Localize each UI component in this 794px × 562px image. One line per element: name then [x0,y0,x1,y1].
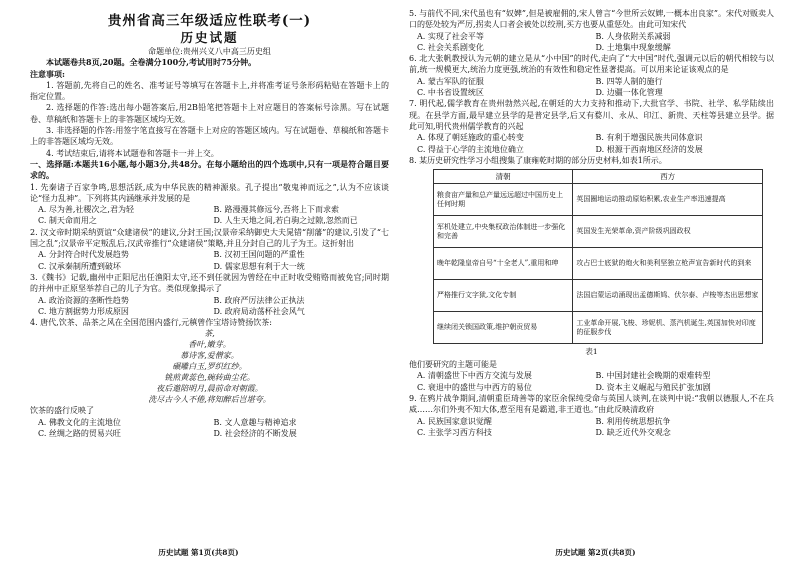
question-options [30,204,389,227]
option: A. 佛教文化的主流地位 [38,417,121,427]
option: B. 利用传统思想抗争 [595,416,671,426]
question-options [30,295,389,318]
option: B. 文人意趣与精神追求 [213,417,297,427]
table-header: 清朝 [434,170,573,184]
option: A. 分封符合时代发展趋势 [38,250,129,260]
option: C. 地方割据势力形成原因 [38,306,129,316]
question-options [409,370,774,393]
option: C. 社会关系剧变化 [417,42,484,52]
table-cell: 英国发生光荣革命,资产阶级巩固政权 [573,216,763,248]
exam-setter: 命题单位:贵州兴义八中高三历史组 [148,47,271,56]
table-cell: 继续闭关锁国政策,维护朝贡贸易 [434,312,573,344]
table-header-row [434,170,763,184]
question-stem: 7. 明代起,儒学教育在贵州勃然兴起,在朝廷的大力支持和推动下,大批官学、书院、社学、私学陆续出现。在县学方面,最早建立县学的是普定县学,后又有婺川、永从、印江、新贵、天柱等县建立县学。据此可知,明代贵州儒学教育的兴起 [409,99,774,131]
table-cell: 工业革命开展,飞梭、珍妮机、蒸汽机诞生,英国加快对印度的征服步伐 [573,312,763,344]
option: A. 蒙古军队的征服 [417,76,484,86]
option: D. 资本主义崛起与殖民扩张加剧 [595,382,711,392]
option: D. 土地集中现象缓解 [595,42,671,52]
poem-line: 洗尽古今人不倦,将知醉后岂堪夸。 [148,395,271,405]
note-item: 4. 考试结束后,请将本试题卷和答题卡一并上交。 [46,148,219,158]
question-followup: 饮茶的盛行反映了 [30,406,94,416]
option: A. 尽为善,社稷次之,君为轻 [38,205,134,215]
option: C. 丝绸之路的贸易兴旺 [38,429,121,439]
table-row [434,280,763,312]
question-options [409,76,774,99]
question-stem: 2. 汉文帝时期采纳贾谊“众建诸侯”的建议,分封王国;汉景帝采纳御史大夫晁错“削藩”的建议,引发了“七国之乱”;汉景帝平定叛乱后,汉武帝推行“众建诸侯”策略,并且分封自己的儿子为王。这折射出 [30,227,389,249]
question-options [30,417,389,440]
poem-line: 夜后邀陪明月,晨前命对朝霞。 [156,384,263,394]
table-row [434,248,763,280]
option: D. 政府局动荡杯社会风气 [213,306,305,316]
table-cell: 英国圈地运动推动原始积累,农业生产率迅速提高 [573,184,763,216]
section-heading: 一、选择题:本题共16小题,每小题3分,共48分。在每小题给出的四个选项中,只有一项是符合题目要求的。 [30,158,389,181]
exam-info: 本试题卷共8页,20题。全卷满分100分,考试用时75分钟。 [46,57,257,68]
question-options [30,249,389,272]
right-page [397,0,794,562]
option: B. 汉初王国问题的严重性 [213,250,305,260]
exam-title: 贵州省高三年级适应性联考(一) [107,13,312,29]
option: B. 有利于增强民族共同体意识 [595,133,703,143]
table-cell: 严格推行文字狱,文化专制 [434,280,573,312]
option: A. 实现了社会平等 [417,31,484,41]
history-table [433,169,763,344]
option: D. 边疆一体化管理 [595,88,663,98]
option: C. 汉承秦制所遭到破坏 [38,261,121,271]
option: B. 人身依附关系减弱 [595,31,671,41]
table-cell: 晚年乾隆皇帝自号“十全老人”,重用和珅 [434,248,573,280]
poem-line: 铫煎黄蕊色,碗转曲尘花。 [164,373,255,383]
page-footer: 历史试题 第2页(共8页) [555,548,636,557]
table-header: 西方 [573,170,763,184]
page-footer: 历史试题 第1页(共8页) [158,548,239,557]
option: B. 中国封建社会晚期的艰难转型 [595,371,711,381]
table-cell: 军机处建立,中央集权政治体制进一步强化和完善 [434,216,573,248]
table-row [434,184,763,216]
poem-line: 香叶,嫩芽。 [188,340,231,350]
question-stem: 3.《魏书》记载,幽州中正阳尼出任渔阳太守,还不到任就因为曾经在中正时收受贿赂而被免官;同时期的并州中正原坚举荐自己的儿子为官。类似现象揭示了 [30,272,389,294]
exam-subject: 历史试题 [180,30,239,45]
note-item: 2. 选择题的作答:选出每小题答案后,用2B铅笔把答题卡上对应题目的答案标号涂黑。写在试题卷、草稿纸和答题卡上的非答题区域均无效。 [30,103,389,124]
option: C. 衰退中的盛世与中西方的易位 [417,382,532,392]
option: B. 政府严厉法律公正执法 [213,295,305,305]
option: A. 政治资源的垄断性趋势 [38,295,129,305]
poem-line: 碾雕白玉,罗织红纱。 [172,362,247,372]
option: C. 主张学习西方科技 [417,427,492,437]
tea-poem [30,328,389,405]
question-stem: 1. 先秦诸子百家争鸣,思想活跃,成为中华民族的精神源泉。孔子提出“敬鬼神而远之”,认为不应该谈论“怪力乱神”。下列将其内涵继承并发展的是 [30,182,389,203]
option: B. 路漫漫其修远兮,吾将上下而求索 [213,205,340,215]
table-cell: 粮食亩产量和总产量远远超过中国历史上任何时期 [434,184,573,216]
question-options [409,31,774,54]
option: A. 民族国家意识觉醒 [417,416,492,426]
notes-heading: 注意事项: [30,68,65,79]
poem-line: 慕诗客,爱僧家。 [180,351,239,361]
question-options [409,132,774,155]
option: C. 制天命而用之 [38,216,97,226]
option: D. 社会经济的不断发展 [213,429,297,439]
option: D. 人生天地之间,若白驹之过隙,忽然而已 [213,216,358,226]
option: B. 四等人制的施行 [595,76,663,86]
poem-line: 茶, [204,329,215,339]
question-stem: 9. 在鸦片战争期间,清朝重臣琦善等的家臣余保纯受命与英国人谈判,在谈判中说:“我朝以德服人,不在兵威……尔们外夷不知大体,惹至甩有是霸道,非王道也。”由此反映清政府 [409,394,774,415]
question-stem: 6. 北大张帆教授认为元朝的建立是从“小中国”的时代,走向了“大中国”时代,强调元以后的朝代相较与以前,统一规模更大,统治力度更强,统治的有效性和稳定性显著提高。可以用来论证该观点的是 [409,54,774,75]
question-stem: 4. 唐代,饮茶、品茶之风在全国范围内盛行,元稹曾作宝塔诗赞扬饮茶: [30,318,272,328]
option: A. 体现了朝廷施政的重心转变 [417,133,524,143]
option: C. 中书省设置统区 [417,88,484,98]
note-item: 1. 答题前,先将自己的姓名、准考证号等填写在答题卡上,并将准考证号条形码粘贴在答题卡上的指定位置。 [30,80,389,102]
question-options [409,416,774,439]
table-row [434,312,763,344]
question-stem: 5. 与前代不同,宋代虽也有“奴婢”,但是被雇佣的,宋人曾言“今世所云奴婢,一概本出良家”。宋代对贩卖人口的惩处较为严厉,拐卖人口者会被处以绞刑,买方也要从重惩处。由此可知宋代 [409,9,774,30]
option: C. 得益于心学的主流地位确立 [417,144,524,154]
table-caption: 表1 [585,347,598,357]
option: D. 缺乏近代外交观念 [595,427,671,437]
option: D. 根源于西南地区经济的发展 [595,144,703,154]
option: A. 清朝盛世下中西方交流与发展 [417,371,532,381]
question-followup: 他们要研究的主题可能是 [409,360,497,370]
table-cell: 攻占巴士底狱的炮火和美利坚独立枪声宣告新时代的到来 [573,248,763,280]
question-stem: 8. 某历史研究性学习小组搜集了康雍乾时期的部分历史材料,如表1所示。 [409,155,667,165]
note-item: 3. 非选择题的作答:用签字笔直接写在答题卡上对应的答题区域内。写在试题卷、草稿纸和答题卡上的非答题区域均无效。 [30,126,389,147]
table-row [434,216,763,248]
table-cell: 法国启蒙运动涌现出孟德斯鸠、伏尔泰、卢梭等杰出思想家 [573,280,763,312]
option: D. 儒家思想有利于大一统 [213,261,305,271]
